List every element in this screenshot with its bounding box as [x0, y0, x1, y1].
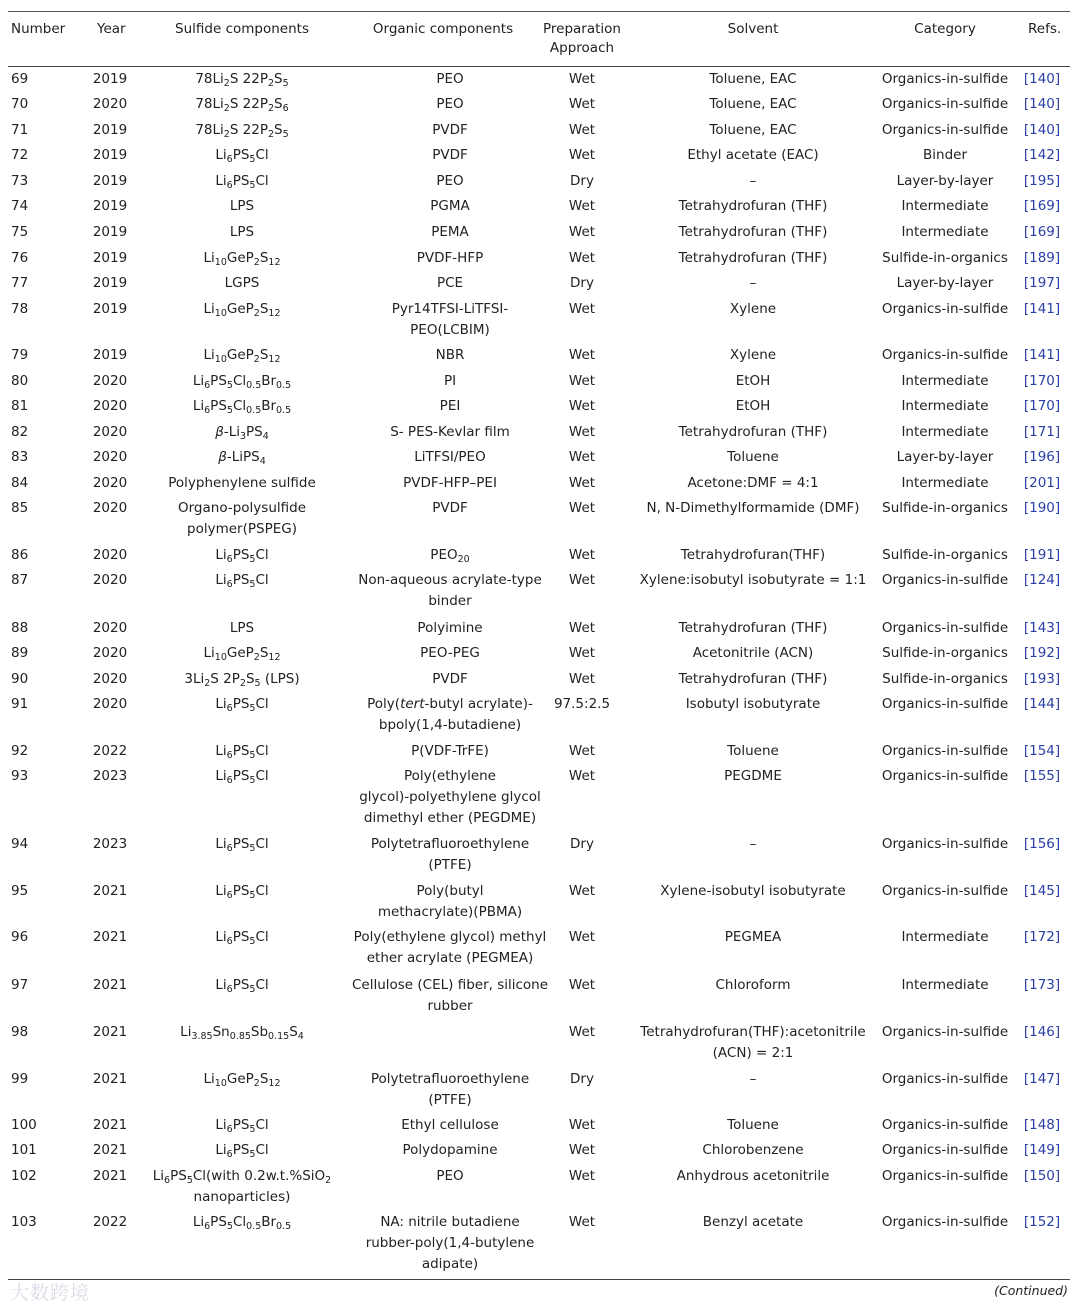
cell-preparation: Dry	[570, 836, 594, 852]
cell-organic: PVDF-HFP–PEI	[403, 475, 497, 491]
cell-solvent: –	[749, 1071, 757, 1087]
cell-number: 79	[11, 347, 29, 363]
cell-ref[interactable]: [124]	[1023, 572, 1061, 588]
cell-preparation: Wet	[568, 250, 596, 266]
cell-solvent: Anhydrous acetonitrile	[676, 1168, 830, 1184]
cell-organic: NA: nitrile butadiene rubber-poly(1,4-butylene adipate)	[365, 1214, 535, 1272]
cell-number: 93	[11, 768, 29, 784]
cell-solvent: Tetrahydrofuran(THF):acetonitrile (ACN) = 2:1	[640, 1024, 866, 1061]
cell-category: Intermediate	[901, 198, 989, 214]
cell-year: 2019	[92, 198, 128, 214]
cell-year: 2020	[92, 373, 128, 389]
cell-solvent: PEGMEA	[724, 929, 782, 945]
cell-organic: Polydopamine	[402, 1142, 498, 1158]
cell-category: Binder	[923, 147, 967, 163]
cell-ref[interactable]: [190]	[1023, 500, 1061, 516]
cell-sulfide: $3Li_2S$ $2P_2S_5$ (LPS)	[184, 671, 300, 689]
cell-solvent: Toluene, EAC	[709, 71, 797, 87]
cell-year: 2020	[92, 620, 128, 636]
cell-category: Layer-by-layer	[896, 449, 994, 465]
cell-preparation: Wet	[568, 547, 596, 563]
cell-solvent: Tetrahydrofuran (THF)	[678, 198, 828, 214]
cell-preparation: Wet	[568, 147, 596, 163]
cell-year: 2022	[92, 1214, 128, 1230]
cell-number: 83	[11, 449, 29, 465]
cell-organic: Ethyl cellulose	[401, 1117, 499, 1133]
cell-preparation: 97.5:2.5	[553, 696, 611, 712]
cell-sulfide: $\beta-Li_3PS_4$	[215, 424, 269, 442]
cell-ref[interactable]: [150]	[1023, 1168, 1061, 1184]
cell-category: Organics-in-sulfide	[881, 1024, 1009, 1040]
cell-organic: PVDF	[432, 147, 468, 163]
cell-ref[interactable]: [152]	[1023, 1214, 1061, 1230]
cell-year: 2021	[92, 929, 128, 945]
cell-number: 74	[11, 198, 29, 214]
cell-ref[interactable]: [201]	[1023, 475, 1061, 491]
cell-organic: PI	[443, 373, 457, 389]
cell-solvent: Tetrahydrofuran (THF)	[678, 224, 828, 240]
cell-category: Intermediate	[901, 224, 989, 240]
cell-ref[interactable]: [144]	[1023, 696, 1061, 712]
cell-year: 2020	[92, 96, 128, 112]
cell-category: Organics-in-sulfide	[881, 696, 1009, 712]
cell-category: Sulfide-in-organics	[882, 547, 1008, 563]
cell-solvent: Toluene, EAC	[709, 122, 797, 138]
cell-category: Layer-by-layer	[896, 275, 994, 291]
cell-sulfide: $Li_6PS_5Cl$	[215, 547, 269, 565]
cell-solvent: –	[749, 836, 757, 852]
cell-solvent: –	[749, 275, 757, 291]
cell-solvent: Xylene	[729, 347, 777, 363]
cell-preparation: Wet	[568, 929, 596, 945]
cell-number: 97	[11, 977, 29, 993]
cell-category: Organics-in-sulfide	[881, 1142, 1009, 1158]
cell-number: 94	[11, 836, 29, 852]
cell-organic: Poly(tert-butyl acrylate)- bpoly(1,4-butadiene)	[367, 696, 533, 733]
cell-year: 2019	[92, 173, 128, 189]
cell-sulfide: $Li_6PS_5Cl$	[215, 836, 269, 854]
cell-preparation: Wet	[568, 71, 596, 87]
cell-year: 2019	[92, 250, 128, 266]
cell-organic: Cellulose (CEL) fiber, silicone rubber	[351, 977, 549, 1014]
cell-organic: Poly(ethylene glycol) methyl ether acrylate (PEGMEA)	[353, 929, 547, 966]
header-organic: Organic components	[372, 21, 514, 37]
cell-ref[interactable]: [143]	[1023, 620, 1061, 636]
cell-number: 103	[11, 1214, 37, 1230]
cell-number: 99	[11, 1071, 29, 1087]
cell-year: 2020	[92, 547, 128, 563]
cell-solvent: Toluene	[727, 1117, 779, 1133]
cell-ref[interactable]: [195]	[1023, 173, 1061, 189]
cell-ref[interactable]: [191]	[1023, 547, 1061, 563]
cell-number: 84	[11, 475, 29, 491]
cell-number: 92	[11, 743, 29, 759]
cell-sulfide: $Li_6PS_5Cl$	[215, 929, 269, 947]
cell-organic: PVDF	[432, 500, 468, 516]
cell-preparation: Wet	[568, 768, 596, 784]
cell-ref[interactable]: [155]	[1023, 768, 1061, 784]
table-top-rule	[8, 11, 1070, 12]
cell-category: Organics-in-sulfide	[881, 1168, 1009, 1184]
cell-number: 80	[11, 373, 29, 389]
cell-sulfide: $Li_6PS_5Cl_{0.5}Br_{0.5}$	[192, 398, 292, 416]
cell-category: Intermediate	[901, 929, 989, 945]
cell-organic: Polyimine	[417, 620, 483, 636]
cell-organic: $PEO_{20}$	[430, 547, 470, 565]
cell-number: 100	[11, 1117, 37, 1133]
cell-solvent: Chloroform	[715, 977, 791, 993]
cell-category: Sulfide-in-organics	[882, 500, 1008, 516]
cell-year: 2019	[92, 71, 128, 87]
cell-ref[interactable]: [169]	[1023, 198, 1061, 214]
cell-category: Organics-in-sulfide	[881, 620, 1009, 636]
header-refs: Refs.	[1028, 21, 1062, 37]
cell-solvent: EtOH	[735, 398, 771, 414]
cell-solvent: Toluene	[727, 449, 779, 465]
cell-preparation: Wet	[568, 475, 596, 491]
cell-ref[interactable]: [171]	[1023, 424, 1061, 440]
cell-preparation: Wet	[568, 224, 596, 240]
cell-category: Organics-in-sulfide	[881, 1117, 1009, 1133]
cell-organic: Non-aqueous acrylate-type binder	[358, 572, 542, 609]
cell-number: 75	[11, 224, 29, 240]
cell-organic: P(VDF-TrFE)	[411, 743, 489, 759]
cell-solvent: –	[749, 173, 757, 189]
cell-ref[interactable]: [154]	[1023, 743, 1061, 759]
cell-solvent: Xylene:isobutyl isobutyrate = 1:1	[639, 572, 867, 588]
cell-sulfide: $Li_{10}GeP_2S_{12}$	[203, 347, 281, 365]
cell-year: 2020	[92, 398, 128, 414]
cell-preparation: Wet	[568, 449, 596, 465]
cell-organic: PGMA	[430, 198, 470, 214]
cell-number: 87	[11, 572, 29, 588]
cell-category: Sulfide-in-organics	[882, 250, 1008, 266]
cell-ref[interactable]: [146]	[1023, 1024, 1061, 1040]
cell-category: Organics-in-sulfide	[881, 743, 1009, 759]
cell-category: Intermediate	[901, 475, 989, 491]
cell-ref[interactable]: [169]	[1023, 224, 1061, 240]
cell-ref[interactable]: [170]	[1023, 398, 1061, 414]
cell-category: Intermediate	[901, 424, 989, 440]
cell-organic: PVDF	[432, 671, 468, 687]
cell-ref[interactable]: [141]	[1023, 347, 1061, 363]
cell-ref[interactable]: [173]	[1023, 977, 1061, 993]
cell-ref[interactable]: [193]	[1023, 671, 1061, 687]
cell-organic: Pyr14TFSI-LiTFSI- PEO(LCBIM)	[391, 301, 509, 338]
header-sulfide: Sulfide components	[175, 21, 309, 37]
cell-sulfide: $Li_{10}GeP_2S_{12}$	[203, 1071, 281, 1089]
cell-solvent: Tetrahydrofuran (THF)	[678, 250, 828, 266]
cell-preparation: Dry	[570, 173, 594, 189]
cell-year: 2020	[92, 572, 128, 588]
cell-number: 72	[11, 147, 29, 163]
cell-sulfide: $Li_6PS_5Cl$	[215, 696, 269, 714]
cell-category: Organics-in-sulfide	[881, 768, 1009, 784]
cell-preparation: Wet	[568, 1142, 596, 1158]
watermark: 大数跨境	[10, 1282, 91, 1304]
cell-solvent: Xylene-isobutyl isobutyrate	[660, 883, 846, 899]
cell-preparation: Wet	[568, 671, 596, 687]
cell-preparation: Wet	[568, 883, 596, 899]
cell-number: 88	[11, 620, 29, 636]
cell-year: 2021	[92, 883, 128, 899]
cell-preparation: Wet	[568, 347, 596, 363]
cell-sulfide: $Li_{10}GeP_2S_{12}$	[203, 250, 281, 268]
cell-number: 91	[11, 696, 29, 712]
cell-organic: PEI	[439, 398, 461, 414]
cell-category: Organics-in-sulfide	[881, 572, 1009, 588]
cell-organic: Poly(butyl methacrylate)(PBMA)	[377, 883, 523, 920]
cell-year: 2020	[92, 475, 128, 491]
cell-year: 2019	[92, 347, 128, 363]
cell-solvent: N, N-Dimethylformamide (DMF)	[646, 500, 860, 516]
cell-solvent: Tetrahydrofuran (THF)	[678, 620, 828, 636]
cell-organic: Poly(ethylene glycol)-polyethylene glycol dimethyl ether (PEGDME)	[359, 768, 541, 826]
cell-number: 90	[11, 671, 29, 687]
cell-number: 69	[11, 71, 29, 87]
cell-solvent: Toluene	[727, 743, 779, 759]
cell-sulfide: $Li_6PS_5Cl$	[215, 1142, 269, 1160]
cell-preparation: Wet	[568, 1214, 596, 1230]
cell-year: 2021	[92, 1024, 128, 1040]
cell-category: Intermediate	[901, 373, 989, 389]
cell-organic: PEO	[436, 96, 464, 112]
cell-number: 73	[11, 173, 29, 189]
cell-solvent: EtOH	[735, 373, 771, 389]
cell-ref[interactable]: [156]	[1023, 836, 1061, 852]
cell-year: 2021	[92, 1168, 128, 1184]
cell-number: 96	[11, 929, 29, 945]
cell-preparation: Dry	[570, 275, 594, 291]
table-bottom-rule	[8, 1279, 1070, 1280]
cell-ref[interactable]: [142]	[1023, 147, 1061, 163]
cell-ref[interactable]: [149]	[1023, 1142, 1061, 1158]
cell-number: 82	[11, 424, 29, 440]
cell-year: 2020	[92, 424, 128, 440]
cell-solvent: Acetone:DMF = 4:1	[687, 475, 819, 491]
cell-solvent: Toluene, EAC	[709, 96, 797, 112]
cell-sulfide: $Li_6PS_5Cl$	[215, 173, 269, 191]
cell-sulfide: LPS	[229, 198, 255, 214]
cell-year: 2020	[92, 671, 128, 687]
cell-category: Organics-in-sulfide	[881, 883, 1009, 899]
cell-sulfide: $Li_6PS_5Cl$	[215, 977, 269, 995]
cell-number: 81	[11, 398, 29, 414]
cell-ref[interactable]: [141]	[1023, 301, 1061, 317]
cell-number: 71	[11, 122, 29, 138]
cell-number: 89	[11, 645, 29, 661]
cell-sulfide: $Li_6PS_5Cl$	[215, 572, 269, 590]
cell-preparation: Wet	[568, 620, 596, 636]
cell-category: Organics-in-sulfide	[881, 71, 1009, 87]
cell-organic: PEMA	[431, 224, 469, 240]
cell-category: Organics-in-sulfide	[881, 836, 1009, 852]
cell-sulfide: $Li_6PS_5Cl$	[215, 147, 269, 165]
cell-category: Sulfide-in-organics	[882, 645, 1008, 661]
cell-category: Organics-in-sulfide	[881, 1071, 1009, 1087]
cell-sulfide: LPS	[229, 620, 255, 636]
cell-sulfide: $Li_6PS_5Cl_{0.5}Br_{0.5}$	[192, 373, 292, 391]
cell-sulfide: $Li_6PS_5Cl(with$ 0.2w.t.%SiO$_2$ nanoparticles)	[152, 1168, 332, 1205]
cell-solvent: Xylene	[729, 301, 777, 317]
cell-number: 77	[11, 275, 29, 291]
cell-ref[interactable]: [170]	[1023, 373, 1061, 389]
cell-preparation: Dry	[570, 1071, 594, 1087]
cell-ref[interactable]: [197]	[1023, 275, 1061, 291]
cell-ref[interactable]: [196]	[1023, 449, 1061, 465]
cell-number: 70	[11, 96, 29, 112]
cell-ref[interactable]: [189]	[1023, 250, 1061, 266]
cell-year: 2020	[92, 449, 128, 465]
cell-number: 101	[11, 1142, 37, 1158]
header-rule	[8, 66, 1070, 67]
cell-preparation: Wet	[568, 96, 596, 112]
cell-year: 2022	[92, 743, 128, 759]
header-number: Number	[11, 21, 66, 37]
cell-ref[interactable]: [147]	[1023, 1071, 1061, 1087]
cell-ref[interactable]: [172]	[1023, 929, 1061, 945]
cell-organic: PEO	[436, 173, 464, 189]
continued-note: (Continued)	[994, 1283, 1068, 1298]
cell-year: 2019	[92, 224, 128, 240]
cell-ref[interactable]: [148]	[1023, 1117, 1061, 1133]
cell-sulfide: $Li_6PS_5Cl$	[215, 1117, 269, 1135]
cell-solvent: Ethyl acetate (EAC)	[687, 147, 819, 163]
cell-year: 2021	[92, 1071, 128, 1087]
cell-preparation: Wet	[568, 743, 596, 759]
cell-year: 2023	[92, 768, 128, 784]
header-category: Category	[914, 21, 976, 37]
cell-sulfide: $Li_6PS_5Cl$	[215, 743, 269, 761]
cell-organic: PEO	[436, 71, 464, 87]
cell-year: 2023	[92, 836, 128, 852]
cell-number: 102	[11, 1168, 37, 1184]
cell-sulfide: Organo-polysulfide polymer(PSPEG)	[177, 500, 307, 537]
cell-number: 78	[11, 301, 29, 317]
cell-organic: LiTFSI/PEO	[414, 449, 486, 465]
cell-preparation: Wet	[568, 572, 596, 588]
cell-year: 2019	[92, 122, 128, 138]
cell-organic: NBR	[435, 347, 465, 363]
cell-solvent: Benzyl acetate	[702, 1214, 804, 1230]
cell-category: Organics-in-sulfide	[881, 96, 1009, 112]
cell-sulfide: $Li_6PS_5Cl$	[215, 768, 269, 786]
cell-year: 2021	[92, 1117, 128, 1133]
cell-category: Sulfide-in-organics	[882, 671, 1008, 687]
cell-organic: Polytetrafluoroethylene (PTFE)	[370, 836, 530, 873]
cell-organic: PCE	[436, 275, 464, 291]
cell-solvent: PEGDME	[724, 768, 782, 784]
cell-solvent: Chlorobenzene	[702, 1142, 804, 1158]
cell-solvent: Tetrahydrofuran (THF)	[678, 424, 828, 440]
cell-preparation: Wet	[568, 398, 596, 414]
cell-number: 98	[11, 1024, 29, 1040]
cell-category: Organics-in-sulfide	[881, 301, 1009, 317]
cell-organic: PVDF	[432, 122, 468, 138]
cell-organic: PEO	[436, 1168, 464, 1184]
cell-organic: PEO-PEG	[420, 645, 480, 661]
cell-sulfide: $Li_6PS_5Cl_{0.5}Br_{0.5}$	[192, 1214, 292, 1232]
cell-preparation: Wet	[568, 301, 596, 317]
cell-preparation: Wet	[568, 1024, 596, 1040]
cell-number: 76	[11, 250, 29, 266]
cell-preparation: Wet	[568, 977, 596, 993]
header-solvent: Solvent	[727, 21, 779, 37]
header-prep-line1: Preparation	[543, 21, 621, 37]
cell-preparation: Wet	[568, 198, 596, 214]
cell-year: 2019	[92, 301, 128, 317]
cell-sulfide: $78Li_2S$ $22P_2S_5$	[195, 122, 289, 140]
cell-sulfide: $Li_{10}GeP_2S_{12}$	[203, 301, 281, 319]
header-year: Year	[97, 21, 126, 37]
cell-sulfide: LGPS	[224, 275, 260, 291]
cell-category: Layer-by-layer	[896, 173, 994, 189]
cell-category: Organics-in-sulfide	[881, 1214, 1009, 1230]
cell-sulfide: β-LiPS$_4$	[218, 449, 266, 467]
cell-ref[interactable]: [140]	[1023, 71, 1061, 87]
cell-preparation: Wet	[568, 1168, 596, 1184]
cell-year: 2021	[92, 977, 128, 993]
cell-sulfide: LPS	[229, 224, 255, 240]
cell-sulfide: $Li_{10}GeP_2S_{12}$	[203, 645, 281, 663]
cell-ref[interactable]: [192]	[1023, 645, 1061, 661]
cell-sulfide: $78Li_2S$ $22P_2S_5$	[195, 71, 289, 89]
cell-sulfide: $78Li_2S$ $22P_2S_6$	[195, 96, 289, 114]
cell-organic: Polytetrafluoroethylene (PTFE)	[370, 1071, 530, 1108]
cell-number: 95	[11, 883, 29, 899]
cell-number: 86	[11, 547, 29, 563]
cell-preparation: Wet	[568, 1117, 596, 1133]
cell-year: 2019	[92, 147, 128, 163]
cell-ref[interactable]: [140]	[1023, 96, 1061, 112]
header-preparation	[543, 20, 621, 58]
cell-category: Intermediate	[901, 977, 989, 993]
cell-preparation: Wet	[568, 373, 596, 389]
cell-preparation: Wet	[568, 424, 596, 440]
cell-year: 2020	[92, 500, 128, 516]
cell-year: 2021	[92, 1142, 128, 1158]
cell-preparation: Wet	[568, 122, 596, 138]
cell-solvent: Isobutyl isobutyrate	[685, 696, 821, 712]
cell-sulfide: $Li_{3.85}Sn_{0.85}Sb_{0.15}S_4$	[180, 1024, 304, 1042]
cell-category: Intermediate	[901, 398, 989, 414]
cell-organic: S- PES-Kevlar film	[390, 424, 510, 440]
cell-year: 2020	[92, 696, 128, 712]
cell-solvent: Acetonitrile (ACN)	[692, 645, 814, 661]
cell-sulfide: $Li_6PS_5Cl$	[215, 883, 269, 901]
cell-preparation: Wet	[568, 500, 596, 516]
cell-organic: PVDF-HFP	[416, 250, 484, 266]
cell-year: 2019	[92, 275, 128, 291]
cell-solvent: Tetrahydrofuran (THF)	[678, 671, 828, 687]
cell-solvent: Tetrahydrofuran(THF)	[680, 547, 826, 563]
header-prep-line2: Approach	[549, 40, 615, 56]
cell-category: Organics-in-sulfide	[881, 347, 1009, 363]
cell-category: Organics-in-sulfide	[881, 122, 1009, 138]
cell-ref[interactable]: [140]	[1023, 122, 1061, 138]
cell-year: 2020	[92, 645, 128, 661]
cell-sulfide: Polyphenylene sulfide	[168, 475, 316, 491]
cell-ref[interactable]: [145]	[1023, 883, 1061, 899]
cell-preparation: Wet	[568, 645, 596, 661]
cell-number: 85	[11, 500, 29, 516]
